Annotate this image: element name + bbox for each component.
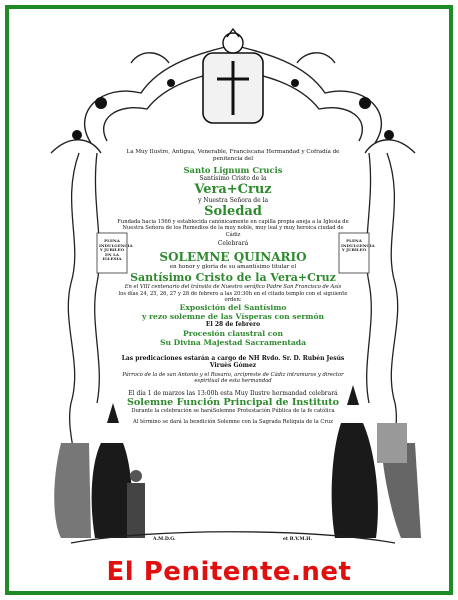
marzo-line: El día 1 de marzos las 13:00h esta Muy Ilustre hermandad celebrará — [128, 390, 338, 398]
feb28-line: El 28 de febrero — [205, 321, 261, 329]
quinario-title: SOLEMNE QUINARIO — [159, 250, 307, 265]
durante-line: Durante la celebración se haráSolemne Protestación Pública de la fe católica — [131, 408, 335, 415]
nuestra-senora-line: y Nuestra Señora de la — [197, 197, 269, 204]
brotherhood-intro: La Muy Ilustre, Antigua, Venerable, Franciscana Hermandad y Cofradía de penitencia del — [126, 149, 340, 162]
poster-sheet — [31, 23, 435, 553]
rezo-line: y rezo solemne de las Vísperas con sermón — [141, 312, 325, 322]
left-side-label: PLENA INDULGENCIA Y JUBILEO EN LA IGLESIA — [99, 238, 133, 262]
dias-line: los días 24, 25, 26, 27 y 28 de febrero a las 20:30h en el citado templo con el siguiente orden: — [118, 290, 348, 304]
right-side-label: PLENA INDULGENCIA Y JUBILEO — [341, 238, 375, 253]
funcion-title: Solemne Función Principal de Instituto — [126, 397, 340, 409]
fundada-paragraph: Fundada hacia 1566 y establecida canónicamente en capilla propia aneja a la Iglesia de Nuestra Señora de los Remedios de la muy noble, muy leal y muy heroica ciudad de Cádiz — [117, 219, 349, 238]
termino-line: Al término se dará la bendición Solemne con la Sagrada Reliquia de la Cruz — [133, 418, 333, 425]
cristo-title: Santísimo Cristo de la Vera+Cruz — [130, 271, 336, 285]
exposicion-line: Exposición del Santísimo — [179, 303, 287, 313]
parroco-line: Párroco de la de san Antonio y el Rosario, arcipreste de Cádiz intramuros y director espiritual de esta hermandad — [122, 371, 344, 385]
celebrara-line: Celebrará — [217, 240, 249, 248]
crest-emblem — [203, 29, 263, 123]
poster-frame — [5, 5, 453, 595]
bvmh-initials: et B.V.M.H. — [283, 537, 313, 542]
centenario-line: En el VIII centenario del tránsito de Nuestro seráfico Padre San Francisco de Asís — [124, 284, 342, 291]
predicaciones-line: Las predicaciones estarán a cargo de NH Rvdo. Sr. D. Rubén Jesús Viruès Gómez — [121, 354, 345, 370]
vera-cruz-title: Vera+Cruz — [194, 182, 272, 197]
amdg-initials: A.M.D.G. — [153, 537, 176, 542]
honor-line: en honor y gloria de su amantísimo titular el — [169, 264, 297, 271]
poster-text-block — [117, 149, 349, 425]
santisimo-cristo-line: Santísimo Cristo de la — [199, 175, 267, 182]
procesion-line: Procesión claustral con — [182, 328, 283, 338]
soledad-title: Soledad — [204, 204, 262, 219]
el-penitente-brand: El Penitente.net — [106, 557, 352, 587]
majestad-line: Su Divina Majestad Sacramentada — [159, 337, 307, 347]
santo-lignum-title: Santo Lignum Crucis — [183, 165, 283, 175]
